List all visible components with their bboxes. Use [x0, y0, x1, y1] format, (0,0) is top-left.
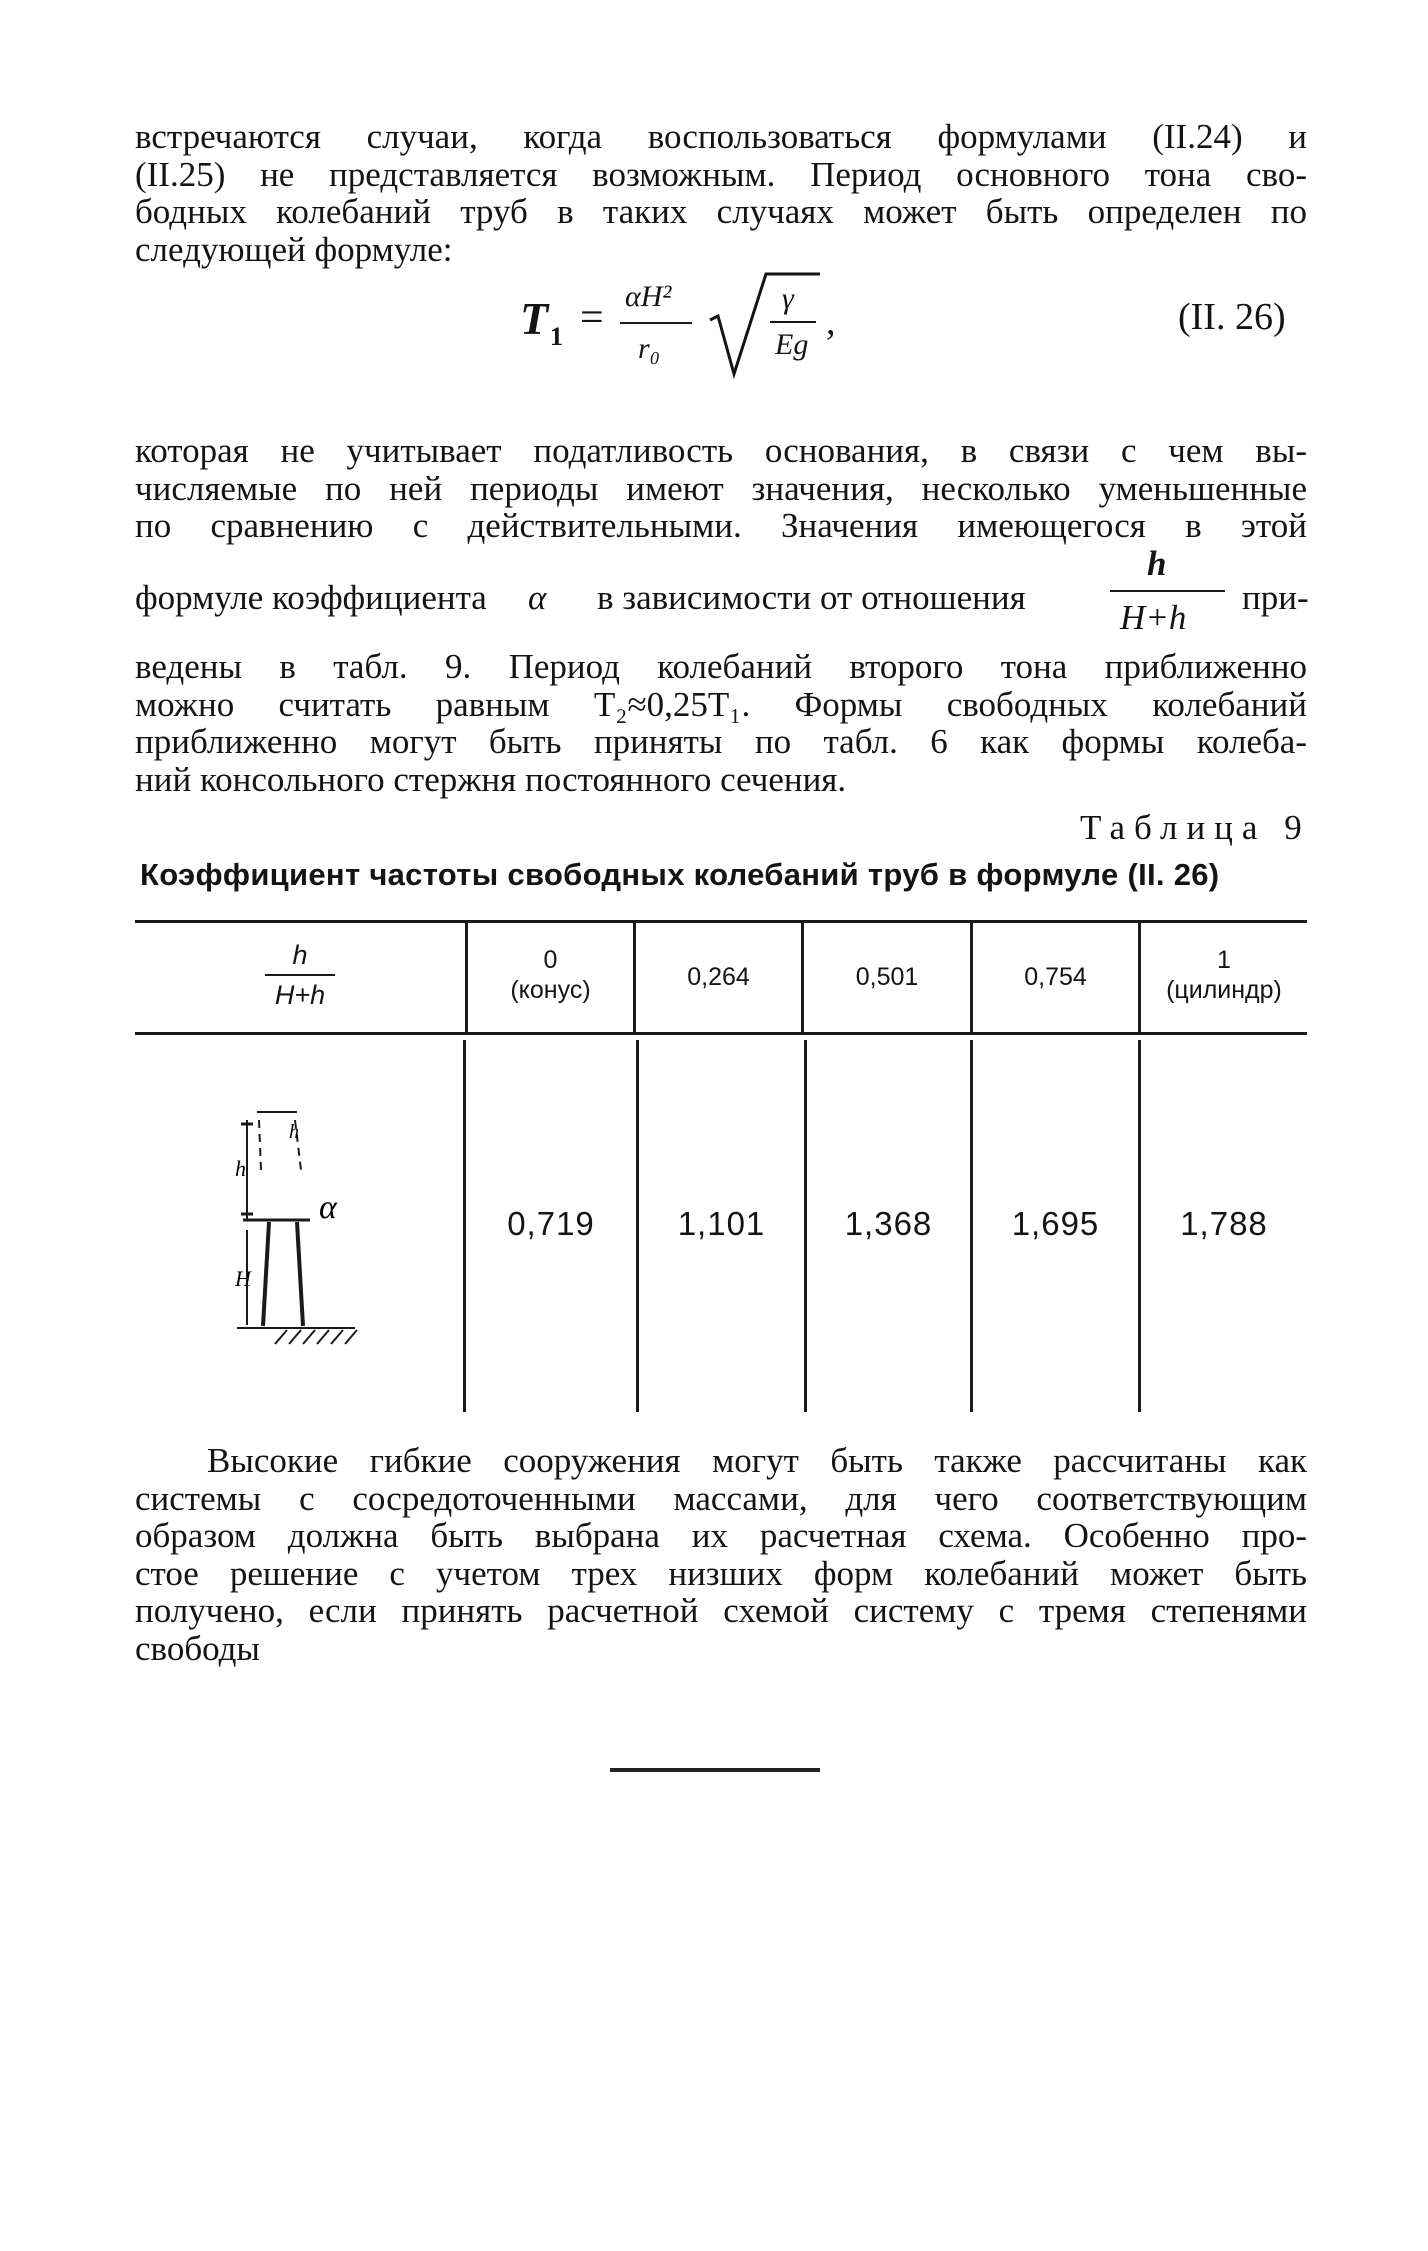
table-cell: 1,101 — [677, 1205, 766, 1242]
formula-lhs: T — [520, 293, 549, 344]
header-note: (цилиндр) — [1166, 976, 1282, 1004]
header-value: 0 — [543, 946, 558, 974]
text-line: Высокие гибкие сооружения могут быть также рассчитаны как — [207, 1441, 1307, 1480]
sketch-label-upper: h — [235, 1156, 246, 1181]
formula-ii26 — [520, 270, 940, 400]
header-value: 0,754 — [1024, 963, 1087, 991]
text-line: системы с сосредоточенными массами, для чего соответствующим — [135, 1478, 1307, 1518]
header-ratio-den: H+h — [274, 980, 326, 1010]
equation-number: (II. 26) — [1178, 296, 1286, 338]
header-value: 1 — [1217, 946, 1231, 974]
fraction-bar — [620, 322, 692, 324]
section-end-rule — [610, 1768, 820, 1772]
table-number: Таблица 9 — [1080, 808, 1311, 847]
sketch-label-top: h — [289, 1121, 299, 1143]
text-line: следующей формуле: — [135, 229, 453, 269]
table-top-rule — [135, 920, 1307, 923]
formula-comma: , — [826, 301, 836, 343]
text-line: получено, если принять расчетной схемой систему с тремя степенями — [135, 1591, 1307, 1630]
sketch-label-lower: H — [235, 1266, 251, 1291]
chimney-sketch — [235, 1100, 385, 1350]
table-title: Коэффициент частоты свободных колебаний труб в формуле (II. 26) — [140, 857, 1220, 892]
formula-numerator: αH² — [625, 280, 672, 313]
header-ratio-bar — [265, 974, 335, 976]
text-line: бодных колебаний труб в таких случаях может быть определен по — [135, 192, 1307, 231]
header-value: 0,264 — [687, 963, 750, 991]
sketch-label-angle: α — [319, 1189, 337, 1226]
ratio-numerator: h — [1147, 544, 1167, 583]
paragraph-explanation-cont — [135, 648, 1307, 798]
formula-equals: = — [580, 295, 604, 341]
header-cell — [973, 962, 1138, 992]
table-cell: 0,719 — [507, 1205, 595, 1242]
table-cell: 1,788 — [1180, 1205, 1268, 1242]
table-cell: 1,368 — [844, 1205, 933, 1242]
text-line: приближенно могут быть приняты по табл. 6 как формы колеба- — [135, 722, 1307, 761]
formula-denominator: r₀ — [638, 332, 661, 365]
header-cell — [1141, 945, 1307, 1005]
ratio-denominator: H+h — [1120, 598, 1187, 637]
table-cell: 1,695 — [1011, 1205, 1100, 1242]
text-line: образом должна быть выбрана их расчетная схема. Особенно про- — [135, 1516, 1307, 1555]
header-cell — [468, 945, 633, 1005]
paragraph-conclusion — [135, 1442, 1307, 1667]
header-ratio-num: h — [292, 940, 308, 970]
header-note: (конус) — [510, 976, 591, 1004]
ratio-text-after: при- — [1242, 578, 1309, 617]
root-numerator: γ — [782, 282, 794, 315]
table-header-rule — [135, 1032, 1307, 1035]
ratio-text-before: формуле коэффициента — [135, 578, 487, 617]
ratio-text-middle: в зависимости от отношения — [597, 578, 1026, 617]
text-line: по сравнению с действительными. Значения имеющегося в этой — [135, 506, 1307, 545]
header-value: 0,501 — [855, 963, 919, 991]
ratio-fraction-bar — [1110, 590, 1225, 592]
header-cell — [636, 962, 801, 992]
root-denominator: Eg — [775, 328, 809, 361]
ratio-line — [135, 544, 1309, 658]
paragraph-explanation — [135, 432, 1307, 545]
header-cell — [804, 962, 970, 992]
paragraph-intro — [135, 118, 1307, 268]
square-root-icon — [704, 270, 824, 380]
header-ratio — [135, 940, 465, 1010]
text-line: можно считать равным T₂≈0,25T₁. Формы свободных колебаний — [135, 684, 1307, 724]
text-line: свободы — [135, 1628, 260, 1668]
text-line: которая не учитывает податливость основания, в связи с чем вы- — [135, 431, 1307, 470]
text-line: стое решение с учетом трех низших форм колебаний может быть — [135, 1553, 1307, 1593]
text-line: ний консольного стержня постоянного сечения. — [135, 759, 847, 799]
text-line: встречаются случаи, когда воспользоваться формулами (II.24) и — [135, 117, 1307, 156]
text-line: (II.25) не представляется возможным. Период основного тона сво- — [135, 154, 1307, 194]
text-line: ведены в табл. 9. Период колебаний второго тона приближенно — [135, 647, 1307, 686]
alpha-symbol: α — [528, 578, 547, 617]
formula-lhs-sub: 1 — [550, 322, 563, 351]
text-line: числяемые по ней периоды имеют значения, несколько уменьшенные — [135, 468, 1307, 508]
